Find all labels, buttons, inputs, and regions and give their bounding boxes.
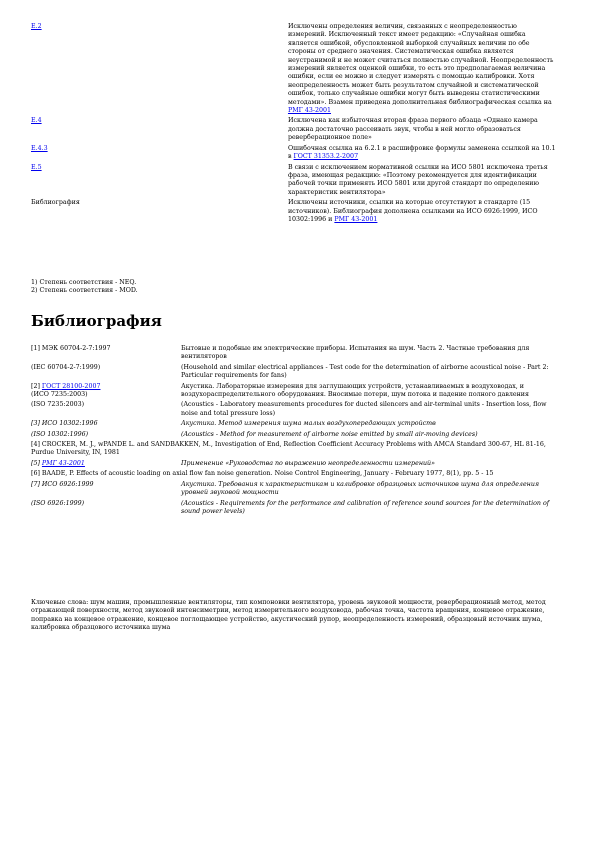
footnote: 2) Степень соответствия - MOD.	[31, 287, 138, 295]
reference-code: (ИСО 7235:2003)	[31, 391, 88, 399]
bibliography-entry	[31, 470, 565, 480]
clause-link-e43[interactable]: E.4.3	[31, 144, 48, 152]
bibliography-entry	[31, 345, 565, 364]
reference-title: Акустика. Требования к характеристикам и калибровке образцовых источников шума для определения уровней звуковой мощности	[181, 480, 540, 497]
gost-31353-link[interactable]: ГОСТ 31353.2-2007	[293, 153, 359, 161]
bibliography-entry	[31, 500, 565, 519]
clause-link-e4[interactable]: E.4	[31, 117, 42, 125]
bibliography-entry	[31, 481, 565, 500]
clause-label-bibliography: Библиография	[31, 199, 80, 207]
reference-number: [2]	[31, 382, 42, 390]
reference-code: (IEC 60704-2-7:1999)	[31, 363, 101, 371]
footnotes	[31, 279, 331, 296]
rmg-43-2001-link[interactable]: РМГ 43-2001	[41, 459, 85, 467]
reference-full: [6] BAADE, P. Effects of acoustic loading on axial flow fan noise generation. Noise Control Engineering, January - February 1977, 8(1), pp. 5 - 15	[31, 470, 494, 478]
reference-title: Бытовые и подобные им электрические приборы. Испытания на шум. Часть 2. Частные требования для вентиляторов	[181, 345, 530, 361]
reference-title: Акустика. Лабораторные измерения для заглушающих устройств, устанавливаемых в воздуховодах, и воздухораспределительного оборудования. Вносимые потери, шум потока и падение полного давления	[181, 382, 529, 399]
comparison-row	[31, 117, 561, 144]
reference-code: (ISO 10302:1996)	[31, 430, 89, 438]
reference-title: (Acoustics - Laboratory measurements procedures for ducted silencers and air-terminal units - Insertion loss, flow noise and total pressure loss)	[181, 401, 547, 417]
comparison-row	[31, 23, 561, 117]
reference-full: [4] CROCKER, M. J., wPANDE L. and SANDBAKKEN, M., Investigation of End, Reflection Coefficient Accuracy Problems with AMCA Standard 300-67, HL 81-16, Purdue University, IN, 1981	[31, 441, 546, 457]
reference-code: [3] ИСО 10302:1996	[31, 420, 98, 428]
comparison-row	[31, 199, 561, 226]
bibliography-entry	[31, 401, 565, 420]
bibliography-entry	[31, 420, 565, 430]
keywords-paragraph: Ключевые слова: шум машин, промышленные вентиляторы, тип компоновки вентилятора, уровень звуковой мощности, реверберационный метод, метод отражающей поверхности, метод звуковой интенсиметрии, метод измерительного воздуховода, рабочая точка, частота вращения, концевое отражение, поправка на концевое отражение, концевое поглощающее устройство, акустический рупор, неопределенность измерений, образцовый источник шума, калибровка образцового источника шума	[31, 599, 546, 632]
comparison-text: Исключены определения величин, связанных с неопределенностью измерений. Исключенный текст имеет редакцию: «Случайная ошибка является ошибкой, обусловленной выборкой случайных величин по обе стороны от среднего значения. Систематическая ошибка является неустранимой и не может считаться полностью случайной. Неопределенность измерений является оценкой ошибки, то есть это предполагаемая величина ошибки, если ее можно и следует измерять с помощью калибровки. Хотя неопределенность может быть результатом случайной и систематической ошибок, только случайные ошибки могут быть выведены статистическими методами». Взамен приведена дополнительная библиографическая ссылка на	[287, 23, 554, 106]
comparison-text: Исключена как избыточная вторая фраза первого абзаца «Однако камера должна достаточно рассеивать звук, чтобы в ней могло образоваться реверберационное поле»	[287, 117, 538, 142]
bibliography-entry	[31, 364, 565, 383]
reference-title: Акустика. Метод измерения шума малых воздухопередающих устройств	[181, 420, 436, 428]
bibliography-entry	[31, 383, 565, 402]
reference-code: [7] ИСО 6926:1999	[31, 480, 94, 488]
comparison-row	[31, 164, 561, 200]
bibliography-heading: Библиография	[31, 312, 162, 330]
comparison-table	[31, 23, 561, 226]
comparison-text: Ошибочная ссылка на 6.2.1 в расшифровке формулы заменена ссылкой на 10.1 в	[287, 144, 556, 161]
bibliography-entry	[31, 460, 565, 470]
reference-code: (ISO 6926:1999)	[31, 499, 85, 507]
rmg-43-2001-link[interactable]: РМГ 43-2001	[334, 215, 378, 223]
gost-28100-link[interactable]: ГОСТ 28100-2007	[41, 382, 101, 390]
bibliography-table	[31, 345, 565, 518]
reference-title: (Acoustics - Requirements for the performance and calibration of reference sound sources for the determination of sound power levels)	[181, 499, 550, 515]
comparison-text: Исключены источники, ссылки на которые отсутствуют в стандарте (15 источников). Библиография дополнена ссылками на ИСО 6926:1999, ИСО 10302:1996 и	[287, 199, 538, 223]
reference-title: Применение «Руководства по выражению неопределенности измерений»	[181, 459, 435, 467]
reference-code: (ISO 7235:2003)	[31, 401, 85, 409]
rmg-43-2001-link[interactable]: РМГ 43-2001	[287, 107, 331, 115]
bibliography-entry	[31, 441, 565, 460]
comparison-text: В связи с исключением нормативной ссылки на ИСО 5801 исключена третья фраза, имеющая редакцию: «Поэтому рекомендуется для идентификации рабочей точки применять ИСО 5801 или другой стандарт по определению характеристик вентилятора»	[287, 163, 548, 196]
bibliography-entry	[31, 431, 565, 441]
clause-link-e2[interactable]: E.2	[31, 23, 42, 30]
reference-number: [5]	[31, 459, 42, 467]
clause-link-e5[interactable]: E.5	[31, 163, 42, 171]
reference-code: [1] МЭК 60704-2-7:1997	[31, 345, 111, 352]
comparison-row	[31, 145, 561, 164]
reference-title: (Household and similar electrical appliances - Test code for the determination of airborne acoustical noise - Part 2: Particular requirements for fans)	[181, 363, 549, 380]
reference-title: (Acoustics - Method for measurement of airborne noise emitted by small air-moving devices)	[181, 430, 478, 438]
footnote: 1) Степень соответствия - NEQ.	[31, 279, 137, 286]
